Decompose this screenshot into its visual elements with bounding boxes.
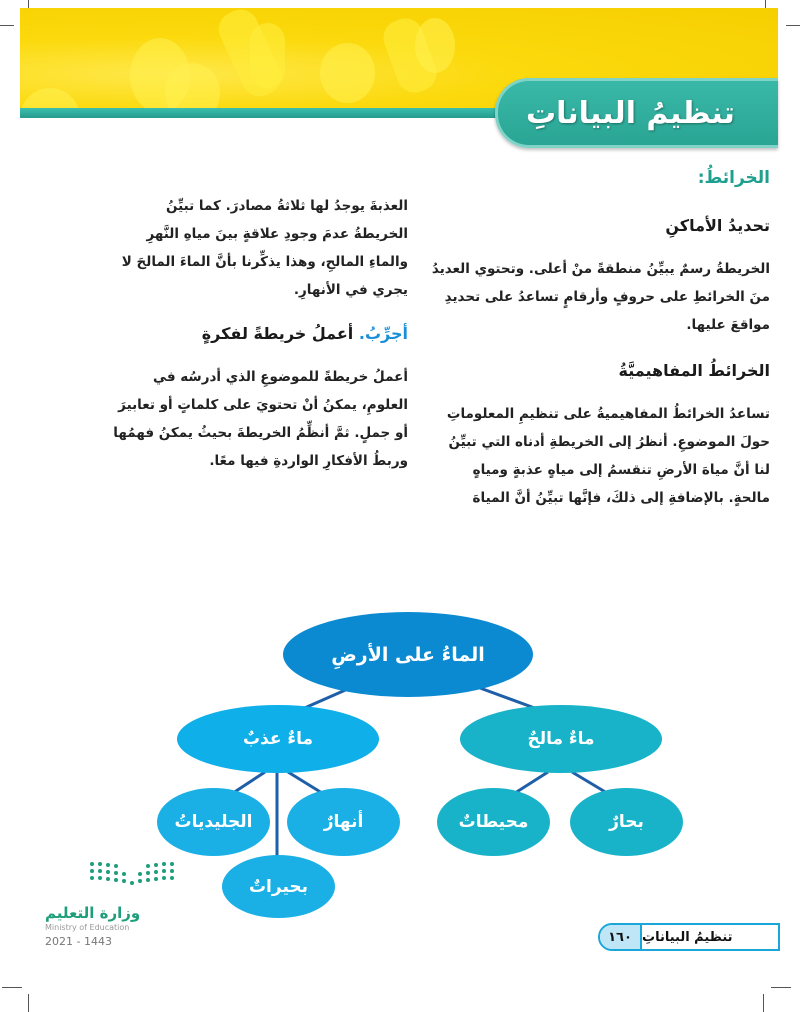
node-label: ماءٌ مالحٌ — [527, 729, 595, 749]
crop-mark — [28, 994, 29, 1012]
logo-dot — [154, 877, 158, 881]
concept-maps-paragraph: تساعدُ الخرائطُ المفاهيميةُ على تنظيمِ المعلوماتِ حولَ الموضوعِ. أنظرُ إلى الخريطةِ أدناه التي تبيِّنُ لنا أنَّ مياهَ الأرضِ تنقسمُ إلى مياهٍ عذبةٍ ومياهٍ مالحةٍ. بالإضافةِ إلى ذلكَ، فإنَّها تبيِّنُ أنَّ المياهَ — [446, 406, 770, 506]
concept-map — [0, 600, 800, 930]
node-oceans — [437, 788, 550, 856]
node-salt-water — [460, 705, 662, 773]
link-salt-seas — [572, 772, 607, 793]
node-label: الماءُ على الأرضِ — [331, 643, 485, 666]
node-glaciers — [157, 788, 270, 856]
node-fresh-water — [177, 705, 379, 773]
logo-dot — [170, 869, 174, 873]
node-label: محيطاتٌ — [458, 812, 529, 832]
page-footer-badge — [598, 923, 780, 951]
right-column — [430, 168, 770, 512]
crop-mark — [0, 25, 14, 26]
link-salt-oceans — [515, 772, 548, 793]
page-number: ١٦٠ — [600, 925, 642, 949]
locating-paragraph: الخريطةُ رسمٌ يبيِّنُ منطقةً منْ أعلى. وتحتوي العديدُ منَ الخرائطِ على حروفٍ وأرقامٍ تساعدُ على تحديدِ مواقعَ عليها. — [431, 261, 770, 333]
try-it-heading — [108, 324, 408, 343]
logo-dot — [154, 863, 158, 867]
logo-dot — [90, 869, 94, 873]
node-lakes — [222, 855, 335, 918]
node-label: الجليدياتُ — [174, 812, 253, 832]
section-title: الخرائطُ: — [697, 168, 770, 188]
logo-dot — [146, 878, 150, 882]
node-label: بحارٌ — [609, 812, 644, 832]
logo-dot — [162, 862, 166, 866]
logo-dot — [90, 876, 94, 880]
logo-dot — [122, 879, 126, 883]
logo-dot — [114, 878, 118, 882]
try-it-title: أعملُ خريطةً لفكرةٍ — [201, 324, 354, 343]
logo-dot — [98, 876, 102, 880]
link-fresh-glaciers — [233, 772, 265, 793]
crop-mark — [2, 987, 22, 988]
try-it-paragraph: أعملُ خريطةً للموضوعِ الذي أدرسُه في العلومِ، يمكنُ أنْ تحتويَ على كلماتٍ أو تعابيرَ أو جملٍ. ثمَّ أنظِّمُ الخريطةَ بحيثُ يمكنُ فهمُها وربطُ الأفكارِ الواردةِ فيها معًا. — [113, 369, 408, 469]
locating-heading: تحديدُ الأماكنِ — [665, 216, 770, 235]
logo-dot — [122, 872, 126, 876]
crop-mark — [763, 994, 764, 1012]
logo-dot — [114, 864, 118, 868]
logo-dot — [98, 862, 102, 866]
ministry-english-name: Ministry of Education — [45, 923, 130, 932]
ministry-arabic-name: وزارة التعليم — [45, 904, 141, 922]
try-it-label: أجرِّبُ. — [358, 324, 408, 343]
logo-dot — [98, 869, 102, 873]
page-title-tab — [495, 78, 778, 148]
logo-dot — [106, 877, 110, 881]
concept-maps-heading: الخرائطُ المفاهيميَّةُ — [618, 361, 770, 380]
logo-dot — [90, 862, 94, 866]
edition-year: 2021 - 1443 — [45, 935, 112, 948]
crop-mark — [786, 25, 800, 26]
node-water-on-earth — [283, 612, 533, 697]
logo-dot — [162, 869, 166, 873]
left-column — [108, 192, 408, 475]
logo-dot — [130, 881, 134, 885]
logo-dot — [138, 879, 142, 883]
logo-dot — [146, 864, 150, 868]
node-label: بحيراتٌ — [248, 876, 309, 897]
logo-dot — [138, 872, 142, 876]
node-rivers — [287, 788, 400, 856]
logo-dot — [106, 870, 110, 874]
logo-dot — [106, 863, 110, 867]
footer-chapter-label: تنظيمُ البياناتِ — [642, 929, 733, 945]
crop-mark — [771, 987, 791, 988]
continuation-paragraph: العذبةَ يوجدُ لها ثلاثةُ مصادرَ. كما تبيِّنُ الخريطةُ عدمَ وجودِ علاقةٍ بينَ مياهِ النَّهرِ والماءِ المالحِ، وهذا يذكِّرنا بأنَّ الماءَ المالحَ لا يجري في الأنهارِ. — [121, 198, 408, 298]
logo-dot — [162, 876, 166, 880]
logo-dot — [114, 871, 118, 875]
logo-dot — [170, 876, 174, 880]
logo-dot — [146, 871, 150, 875]
logo-dot — [154, 870, 158, 874]
logo-dot — [170, 862, 174, 866]
page-title: تنظيمُ البياناتِ — [526, 95, 735, 131]
node-label: ماءٌ عذبٌ — [242, 729, 314, 749]
node-seas — [570, 788, 683, 856]
node-label: أنهارٌ — [323, 812, 364, 832]
link-fresh-rivers — [288, 772, 322, 793]
